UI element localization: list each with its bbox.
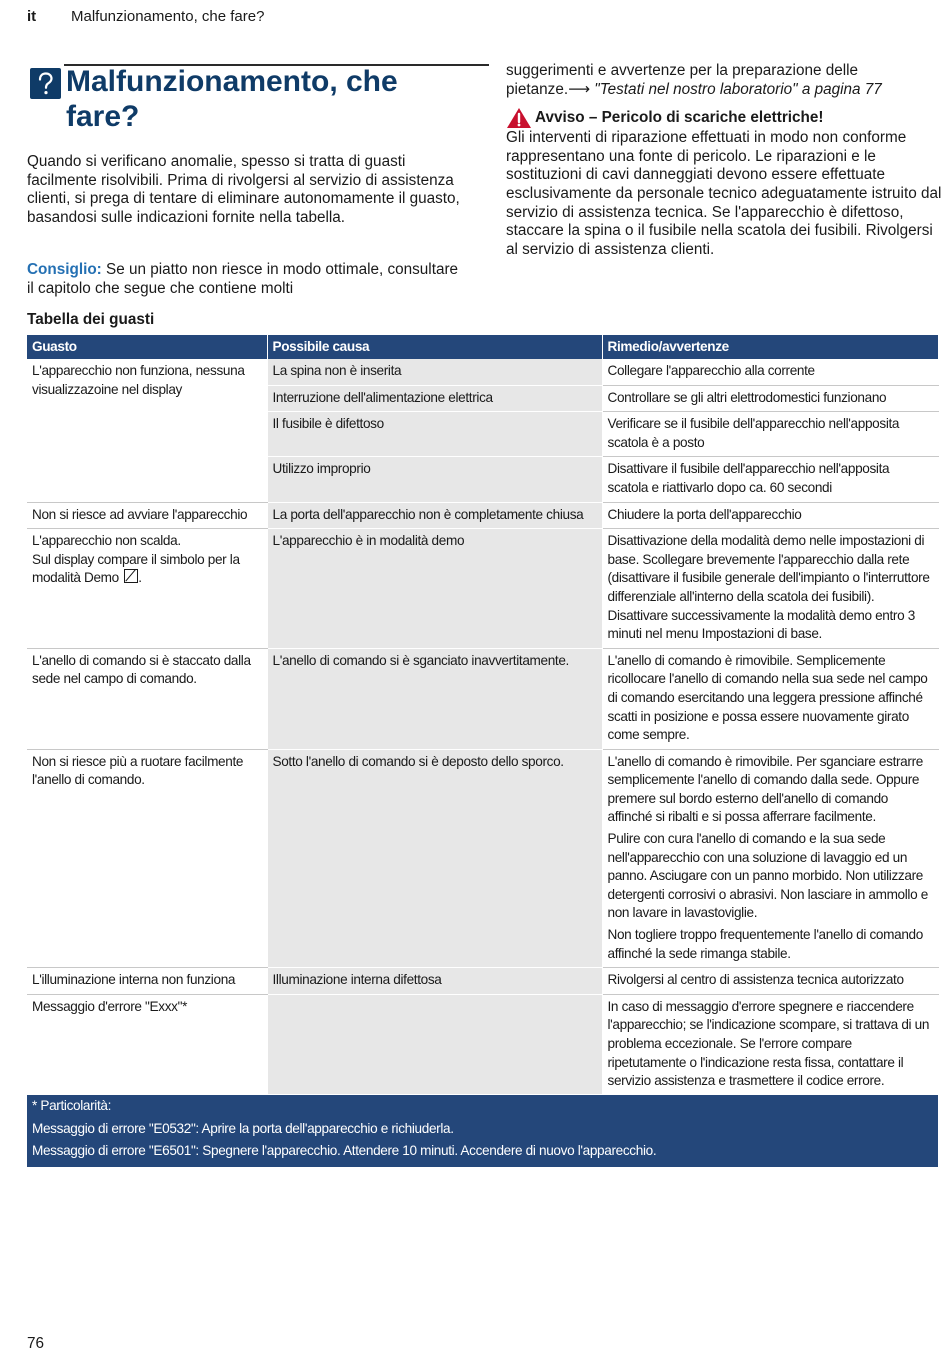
table-row	[27, 968, 938, 995]
column-header-fault: Guasto	[27, 335, 267, 359]
remedy-cell: Disattivare il fusibile dell'apparecchio nell'apposita scatola e riattivarlo dopo ca. 60 secondi	[602, 457, 938, 502]
footnote-line: Messaggio di errore "E6501": Spegnere l'apparecchio. Attendere 10 minuti. Accendere di nuovo l'apparecchio.	[32, 1143, 657, 1159]
tip-paragraph	[27, 261, 467, 298]
column-header-cause: Possibile causa	[267, 335, 602, 359]
tip-text: Se un piatto non riesce in modo ottimale, consultare il capitolo che segue che contiene molti	[27, 261, 459, 297]
page-number: 76	[27, 1335, 45, 1352]
right-column	[506, 62, 946, 259]
cause-cell: La spina non è inserita	[267, 359, 602, 385]
tip-label: Consiglio:	[27, 261, 102, 278]
tip-text-continued: suggerimenti e avvertenze per la preparazione delle pietanze.	[506, 62, 859, 98]
cause-cell: Illuminazione interna difettosa	[267, 968, 602, 995]
fault-text: Sul display compare il simbolo per la modalità Demo	[32, 551, 240, 586]
remedy-cell: In caso di messaggio d'errore spegnere e riaccendere l'apparecchio; se l'indicazione scompare, si trattava di un problema eccezionale. Se l'errore compare ripetutamente o l'indicazione resta fissa, contattare il servizio assistenza e trasmettere il codice errore.	[602, 994, 938, 1094]
fault-cell: L'illuminazione interna non funziona	[27, 968, 267, 995]
warning-triangle-icon	[506, 107, 532, 129]
remedy-cell: Controllare se gli altri elettrodomestici funzionano	[602, 385, 938, 412]
remedy-cell: Rivolgersi al centro di assistenza tecnica autorizzato	[602, 968, 938, 995]
arrow-icon: ⟶	[568, 80, 591, 98]
question-mark-icon	[30, 68, 61, 99]
remedy-cell: Verificare se il fusibile dell'apparecchio nell'apposita scatola è a posto	[602, 412, 938, 457]
remedy-paragraph: L'anello di comando è rimovibile. Per sganciare estrarre semplicemente l'anello di comando dalla sede. Oppure premere sul bordo esterno dell'anello di comando affinché si ribalti e si possa afferrare facilmente.	[607, 753, 923, 825]
fault-line	[32, 551, 262, 588]
cause-cell: L'anello di comando si è sganciato inavvertitamente.	[267, 648, 602, 749]
remedy-cell: Collegare l'apparecchio alla corrente	[602, 359, 938, 385]
warning-heading	[506, 107, 946, 129]
table-footer-row	[27, 1095, 938, 1167]
cause-cell: Sotto l'anello di comando si è deposto dello sporco.	[267, 749, 602, 968]
fault-text-end: .	[138, 570, 142, 586]
warning-title: Avviso – Pericolo di scariche elettriche!	[535, 108, 824, 126]
fault-cell: L'apparecchio non funziona, nessuna visualizzazoine nel display	[27, 359, 267, 502]
fault-cell: Non si riesce più a ruotare facilmente l'anello di comando.	[27, 749, 267, 968]
cause-cell: La porta dell'apparecchio non è completamente chiusa	[267, 502, 602, 529]
remedy-cell: Chiudere la porta dell'apparecchio	[602, 502, 938, 529]
cause-cell: Interruzione dell'alimentazione elettrica	[267, 385, 602, 412]
fault-cell: Non si riesce ad avviare l'apparecchio	[27, 502, 267, 529]
cause-cell: Il fusibile è difettoso	[267, 412, 602, 457]
running-header	[27, 8, 264, 25]
remedy-paragraph: Pulire con cura l'anello di comando e la sua sede nell'apparecchio con una soluzione di lavaggio ed un panno. Asciugare con un panno morbido. Non utilizzare detergenti corrosivi o abrasivi. Non lasciare in ammollo e non lavare in lavastoviglie.	[607, 831, 928, 921]
intro-paragraph: Quando si verificano anomalie, spesso si tratta di guasti facilmente risolvibili. Prima di rivolgersi al servizio di assistenza clienti, si prega di tentare di eliminare autonomamente il guasto, basandosi sulle indicazioni fornite nella tabella.	[27, 153, 460, 226]
remedy-cell: Disattivazione della modalità demo nelle impostazioni di base. Scollegare brevemente l'apparecchio dalla rete (disattivare il fusibile generale dell'impianto o l'interruttore differenziale all'interno della scatola dei fusibili). Disattivare successivamente la modalità demo entro 3 minuti nel menu Impostazioni di base.	[602, 529, 938, 649]
tip-reference	[506, 62, 946, 99]
table-row	[27, 994, 938, 1094]
language-code: it	[27, 8, 37, 25]
remedy-cell: L'anello di comando è rimovibile. Semplicemente ricollocare l'anello di comando nella sua sede nel campo di comando esercitando una leggera pressione affinché scatti in posizione e possa essere nuovamente girato come sempre.	[602, 648, 938, 749]
table-header-row	[27, 335, 938, 359]
fault-table	[27, 335, 939, 1167]
table-footnote	[27, 1095, 938, 1167]
table-row	[27, 529, 938, 649]
table-row	[27, 502, 938, 529]
table-row	[27, 648, 938, 749]
demo-mode-icon	[124, 569, 138, 583]
table-row	[27, 359, 938, 385]
cause-cell: Utilizzo improprio	[267, 457, 602, 502]
fault-cell: Messaggio d'errore "Exxx"*	[27, 994, 267, 1094]
page-title: Malfunzionamento, che fare?	[66, 65, 398, 133]
fault-line: L'apparecchio non scalda.	[32, 533, 181, 549]
fault-cell	[27, 529, 267, 649]
cause-cell: L'apparecchio è in modalità demo	[267, 529, 602, 649]
table-row	[27, 749, 938, 968]
remedy-paragraph: Non togliere troppo frequentemente l'anello di comando affinché la sede rimanga stabile.	[607, 927, 923, 961]
footnote-line: Messaggio di errore "E0532": Aprire la porta dell'apparecchio e richiuderla.	[32, 1120, 454, 1136]
fault-cell: L'anello di comando si è staccato dalla sede nel campo di comando.	[27, 648, 267, 749]
cause-cell	[267, 994, 602, 1094]
footnote-title: * Particolarità:	[32, 1098, 112, 1114]
page-reference: "Testati nel nostro laboratorio" a pagina 77	[590, 80, 882, 98]
remedy-cell	[602, 749, 938, 968]
table-title: Tabella dei guasti	[27, 311, 155, 328]
warning-text: Gli interventi di riparazione effettuati in modo non conforme rappresentano una fonte di pericolo. Le riparazioni e le sostituzioni di cavi danneggiati devono essere effettuate esclusivamente da personale tecnico adeguatamente istruito dal servizio di assistenza tecnica. Se l'apparecchio è difettoso, staccare la spina o il fusibile nella scatola dei fusibili. Rivolgersi al servizio di assistenza clienti.	[506, 129, 942, 258]
column-header-remedy: Rimedio/avvertenze	[602, 335, 938, 359]
header-title: Malfunzionamento, che fare?	[71, 8, 265, 25]
